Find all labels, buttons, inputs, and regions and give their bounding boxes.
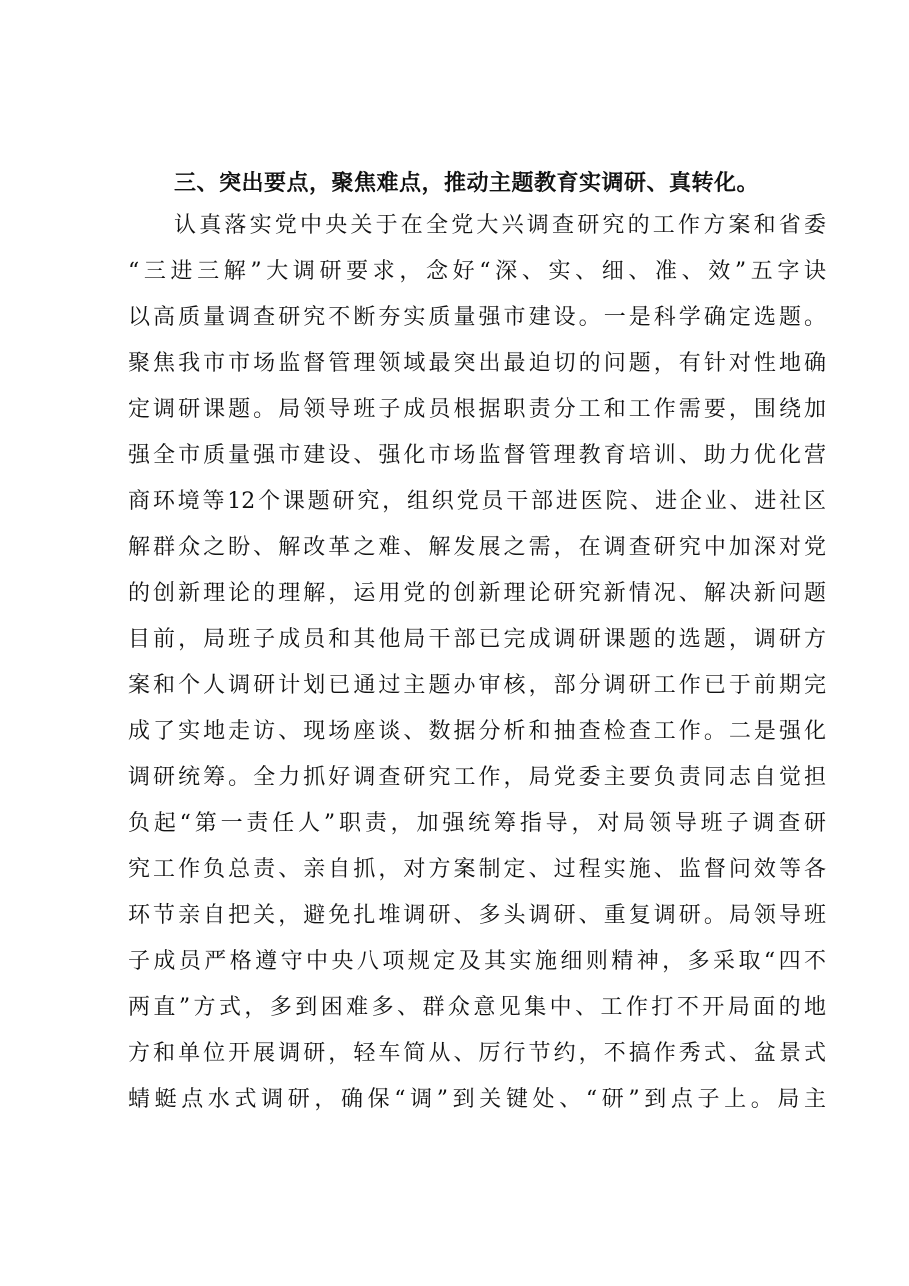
paragraph-line: 成了实地走访、现场座谈、数据分析和抽查检查工作。二是强化: [128, 719, 826, 744]
paragraph-line: 蜻蜓点水式调研，确保“调”到关键处、“研”到点子上。局主: [128, 1087, 826, 1112]
paragraph-line: 强全市质量强市建设、强化市场监督管理教育培训、助力优化营: [128, 443, 826, 468]
paragraph-line: 两直”方式，多到困难多、群众意见集中、工作打不开局面的地: [128, 995, 826, 1020]
paragraph-line: 子成员严格遵守中央八项规定及其实施细则精神，多采取“四不: [128, 949, 826, 974]
paragraph-line: 究工作负总责、亲自抓，对方案制定、过程实施、监督问效等各: [128, 857, 826, 882]
paragraph-line: 的创新理论的理解，运用党的创新理论研究新情况、解决新问题: [128, 581, 826, 606]
paragraph-line: 以高质量调查研究不断夯实质量强市建设。一是科学确定选题。: [128, 305, 826, 330]
paragraph-line: 负起“第一责任人”职责，加强统筹指导，对局领导班子调查研: [128, 811, 826, 836]
paragraph-line: 方和单位开展调研，轻车简从、厉行节约，不搞作秀式、盆景式: [128, 1041, 826, 1066]
paragraph-line: 认真落实党中央关于在全党大兴调查研究的工作方案和省委: [174, 213, 826, 238]
paragraph-line: 调研统筹。全力抓好调查研究工作，局党委主要负责同志自觉担: [128, 765, 826, 790]
paragraph-line: 解群众之盼、解改革之难、解发展之需，在调查研究中加深对党: [128, 535, 826, 560]
paragraph-line: 案和个人调研计划已通过主题办审核，部分调研工作已于前期完: [128, 673, 826, 698]
paragraph-line: 聚焦我市市场监督管理领域最突出最迫切的问题，有针对性地确: [128, 351, 826, 376]
paragraph-line: 环节亲自把关，避免扎堆调研、多头调研、重复调研。局领导班: [128, 903, 826, 928]
paragraph-line: 目前，局班子成员和其他局干部已完成调研课题的选题，调研方: [128, 627, 826, 652]
paragraph-line: 商环境等12个课题研究，组织党员干部进医院、进企业、进社区: [128, 489, 826, 514]
section-heading: 三、突出要点，聚焦难点，推动主题教育实调研、真转化。: [174, 171, 760, 196]
paragraph-line: 定调研课题。局领导班子成员根据职责分工和工作需要，围绕加: [128, 397, 826, 422]
paragraph-line: “三进三解”大调研要求，念好“深、实、细、准、效”五字诀: [128, 259, 826, 284]
